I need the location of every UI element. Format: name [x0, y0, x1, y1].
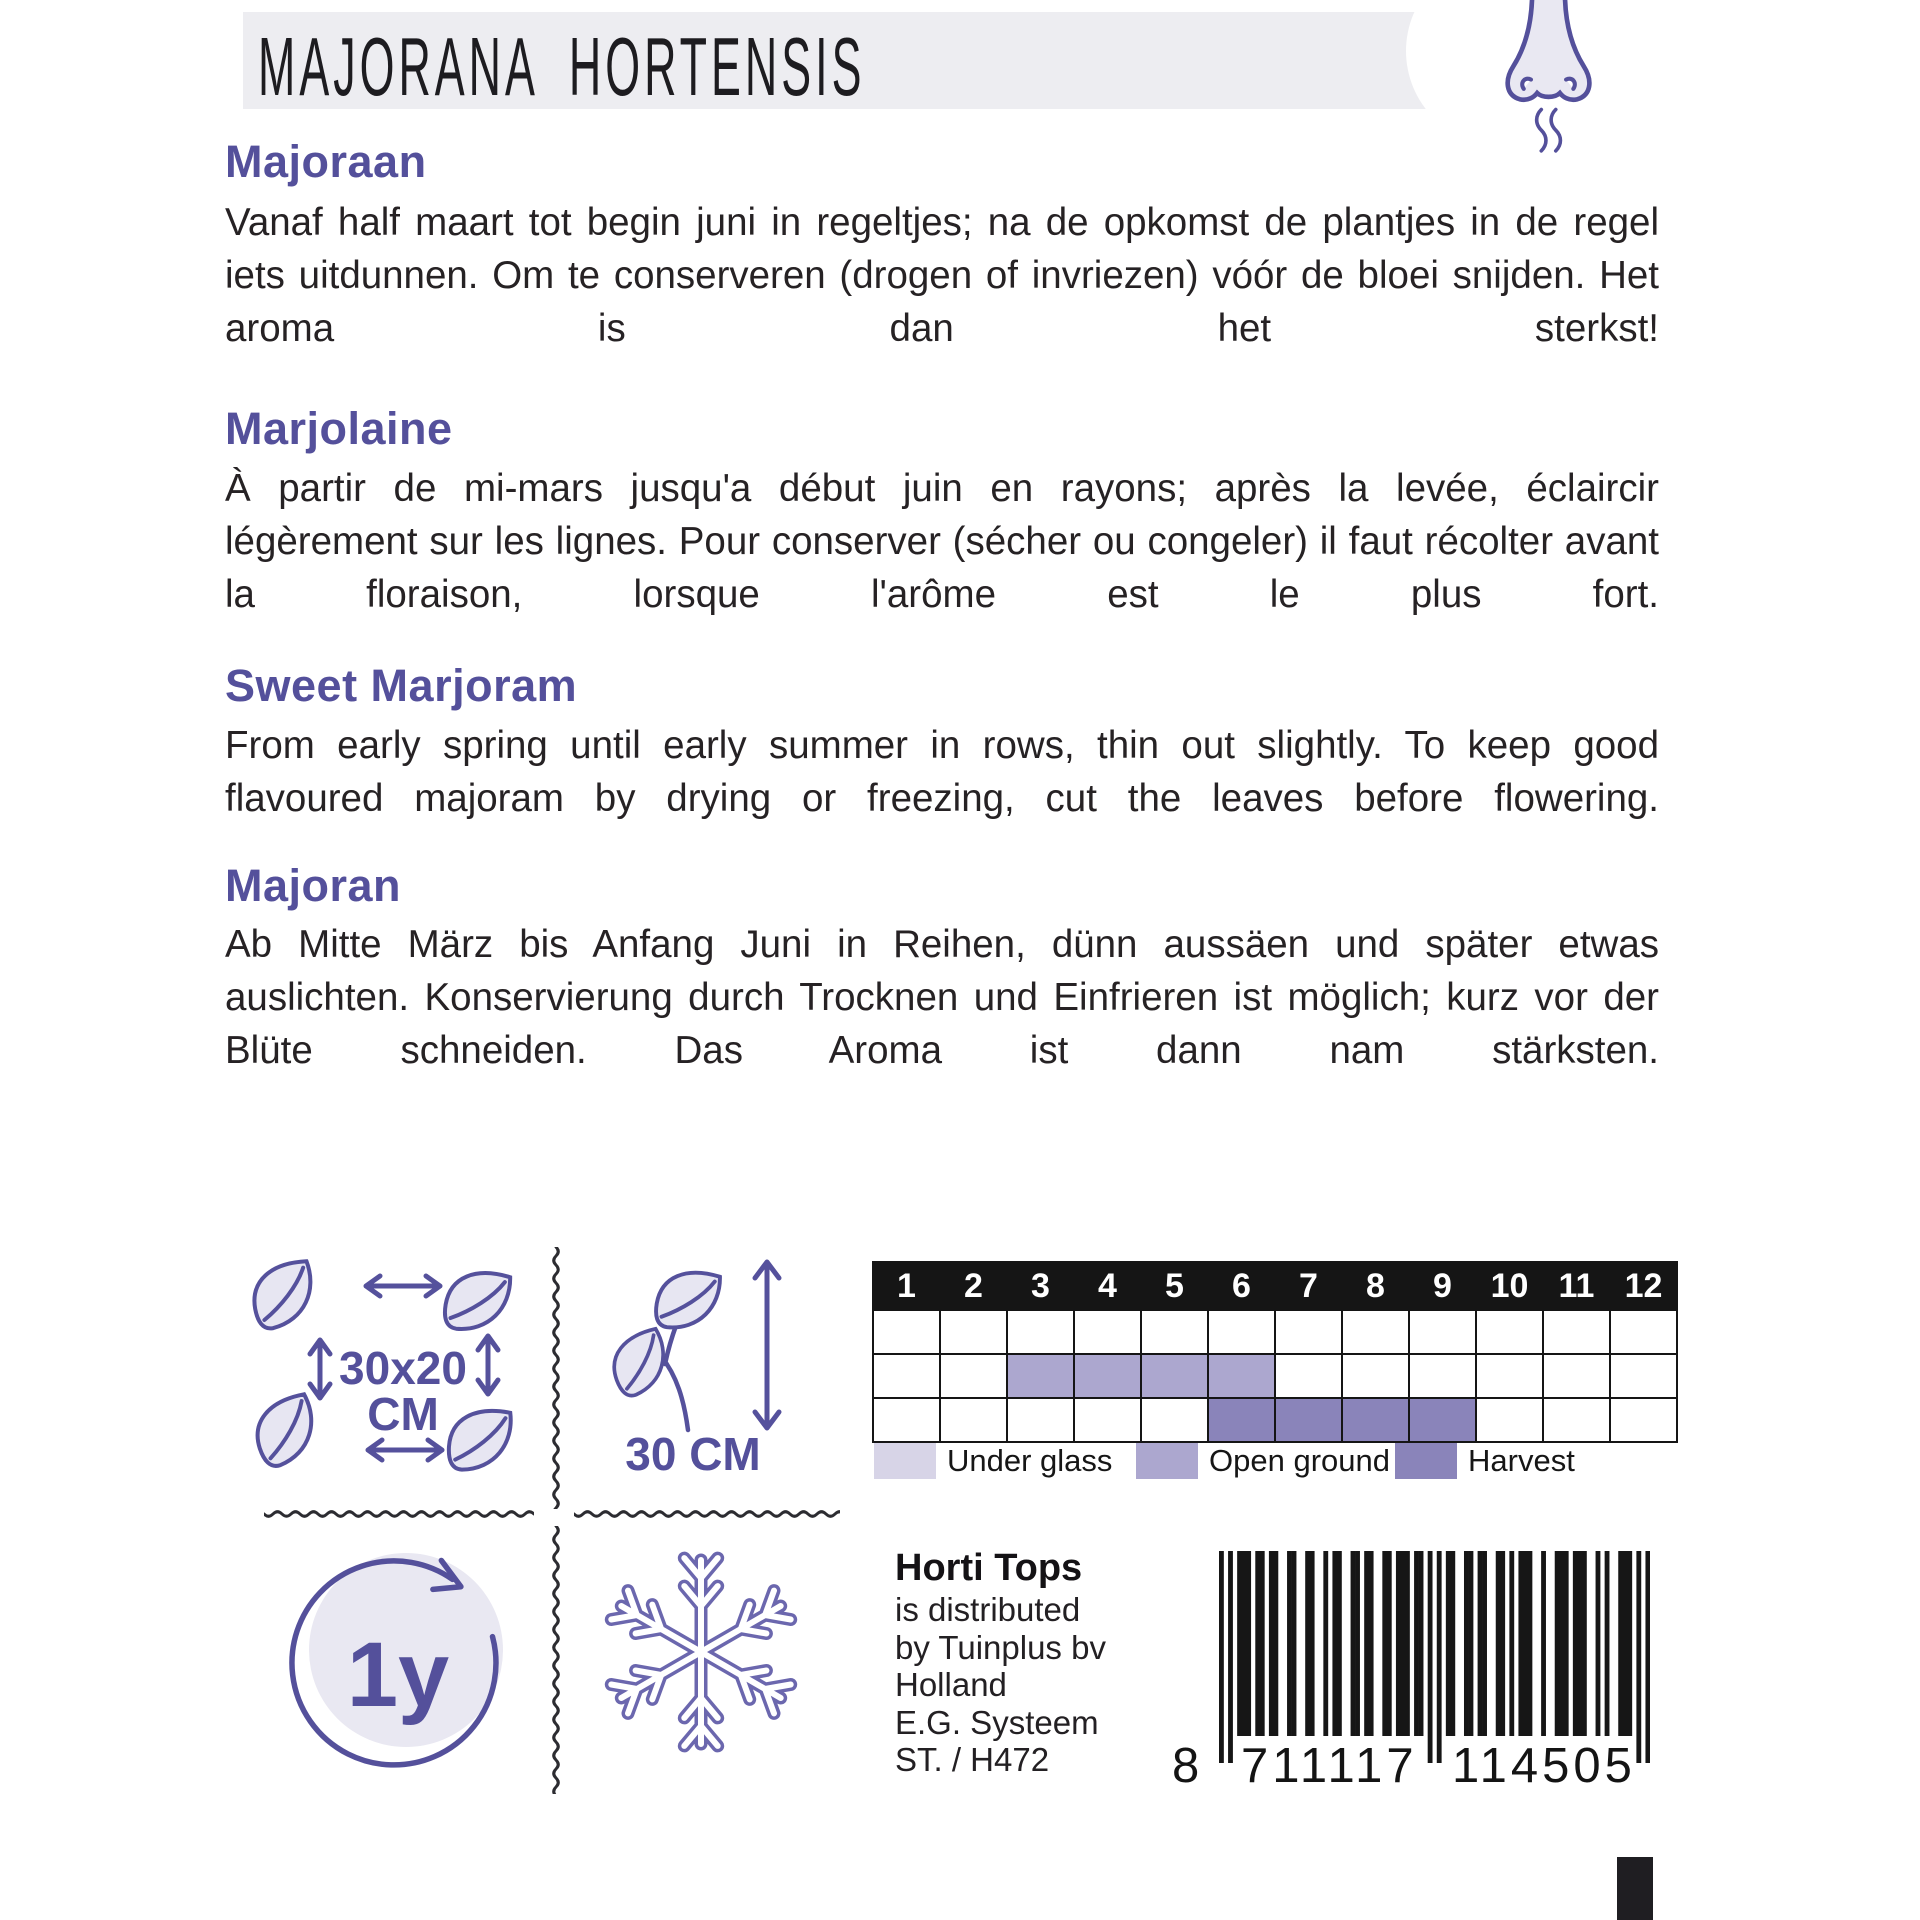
calendar-cell	[1007, 1354, 1074, 1398]
calendar-cell	[1074, 1398, 1141, 1442]
calendar-month: 2	[940, 1262, 1007, 1310]
calendar-cell	[1409, 1354, 1476, 1398]
calendar-cell	[1409, 1398, 1476, 1442]
legend-label: Open ground	[1209, 1443, 1390, 1478]
wavy-divider	[264, 1506, 534, 1522]
section-heading-french: Marjolaine	[225, 403, 453, 454]
plant-height-value: 30 CM	[625, 1428, 761, 1478]
harvest-swatch	[1395, 1443, 1457, 1479]
spacing-unit: CM	[367, 1388, 439, 1440]
section-heading-german: Majoran	[225, 860, 402, 911]
plant-spacing-icon	[226, 1250, 536, 1520]
legend-label: Under glass	[947, 1443, 1113, 1478]
barcode-digits-left: 711117	[1241, 1739, 1418, 1793]
calendar-cell	[1342, 1310, 1409, 1354]
distributor-line: ST. / H472	[895, 1741, 1050, 1778]
wavy-divider	[574, 1506, 840, 1522]
calendar-cell	[1543, 1310, 1610, 1354]
calendar-month: 10	[1476, 1262, 1543, 1310]
calendar-cell	[1476, 1398, 1543, 1442]
calendar-cell	[1141, 1310, 1208, 1354]
distributor-info	[895, 1545, 1106, 1779]
calendar-cell	[1342, 1398, 1409, 1442]
calendar-cell	[1610, 1354, 1677, 1398]
brand-name: Horti Tops	[895, 1547, 1083, 1589]
calendar-cell	[873, 1310, 940, 1354]
distributor-line: is distributed	[895, 1591, 1081, 1628]
distributor-line: Holland	[895, 1666, 1007, 1703]
calendar-cell	[1275, 1398, 1342, 1442]
height-arrow-icon	[310, 1340, 330, 1398]
section-body-french: À partir de mi-mars jusqu'a début juin en rayons; après la levée, éclaircir légèrement sur les lignes. Pour conserver (sécher ou congeler) il faut récolter avant la floraison, lorsque l'arôme est le plus fort.	[225, 467, 1659, 616]
calendar-cell	[1208, 1354, 1275, 1398]
height-arrow-icon	[755, 1262, 779, 1428]
lifecycle-value: 1y	[346, 1624, 450, 1726]
calendar-cell	[940, 1354, 1007, 1398]
calendar-row	[873, 1310, 1677, 1354]
legend-label: Harvest	[1468, 1443, 1575, 1478]
latin-name-title: MAJORANA HORTENSIS	[258, 19, 866, 113]
calendar-row	[873, 1354, 1677, 1398]
calendar-cell	[1007, 1310, 1074, 1354]
width-arrow-icon	[366, 1276, 440, 1296]
calendar-cell	[1543, 1398, 1610, 1442]
calendar-month: 3	[1007, 1262, 1074, 1310]
plant-height-icon	[575, 1248, 845, 1478]
calendar-cell	[873, 1354, 940, 1398]
width-arrow-icon	[368, 1440, 442, 1460]
calendar-cell	[1208, 1398, 1275, 1442]
annual-cycle-icon	[238, 1548, 558, 1818]
calendar-cell	[1141, 1398, 1208, 1442]
print-crop-mark	[1617, 1857, 1653, 1920]
calendar-month: 11	[1543, 1262, 1610, 1310]
sowing-calendar	[872, 1261, 1678, 1443]
snowflake-icon	[598, 1545, 808, 1760]
calendar-month: 1	[873, 1262, 940, 1310]
calendar-cell	[1476, 1354, 1543, 1398]
section-body-german: Ab Mitte März bis Anfang Juni in Reihen, dünn aussäen und später etwas auslichten. Konservierung durch Trocknen und Einfrieren ist möglich; kurz vor der Blüte schneiden. Das Aroma ist dann nam stärksten.	[225, 923, 1659, 1072]
ean-barcode	[1219, 1551, 1650, 1763]
calendar-cell	[1275, 1354, 1342, 1398]
calendar-month: 12	[1610, 1262, 1677, 1310]
legend-item-open-ground	[1136, 1443, 1390, 1479]
section-body-dutch: Vanaf half maart tot begin juni in regeltjes; na de opkomst de plantjes in de regel iets uitdunnen. Om te conserveren (drogen of invriezen) vóór de bloei snijden. Het aroma is dan het sterkst!	[225, 201, 1659, 350]
calendar-cell	[940, 1398, 1007, 1442]
barcode-digit-first: 8	[1172, 1739, 1200, 1793]
wavy-divider	[548, 1247, 564, 1509]
section-heading-english: Sweet Marjoram	[225, 660, 578, 711]
calendar-month: 4	[1074, 1262, 1141, 1310]
calendar-cell	[1610, 1398, 1677, 1442]
distributor-line: by Tuinplus bv	[895, 1628, 1106, 1666]
calendar-month: 7	[1275, 1262, 1342, 1310]
spacing-value: 30x20	[339, 1342, 467, 1394]
calendar-cell	[1409, 1310, 1476, 1354]
calendar-cell	[1342, 1354, 1409, 1398]
height-arrow-icon	[478, 1336, 498, 1394]
legend-item-harvest	[1395, 1443, 1575, 1479]
calendar-month: 6	[1208, 1262, 1275, 1310]
open-ground-swatch	[1136, 1443, 1198, 1479]
calendar-cell	[1275, 1310, 1342, 1354]
distributor-line: E.G. Systeem	[895, 1703, 1099, 1741]
calendar-month-header-row	[873, 1262, 1677, 1310]
calendar-cell	[1074, 1354, 1141, 1398]
calendar-cell	[1543, 1354, 1610, 1398]
calendar-month: 5	[1141, 1262, 1208, 1310]
calendar-cell	[1007, 1398, 1074, 1442]
smell-nose-icon	[1495, 0, 1600, 155]
calendar-row	[873, 1398, 1677, 1442]
calendar-cell	[873, 1398, 940, 1442]
legend-item-under-glass	[874, 1443, 1112, 1479]
barcode-digits-right: 114505	[1452, 1739, 1636, 1793]
calendar-cell	[1141, 1354, 1208, 1398]
under-glass-swatch	[874, 1443, 936, 1479]
calendar-month: 9	[1409, 1262, 1476, 1310]
calendar-cell	[1208, 1310, 1275, 1354]
calendar-cell	[1610, 1310, 1677, 1354]
calendar-cell	[1476, 1310, 1543, 1354]
section-heading-dutch: Majoraan	[225, 136, 427, 187]
calendar-cell	[1074, 1310, 1141, 1354]
calendar-cell	[940, 1310, 1007, 1354]
section-body-english: From early spring until early summer in rows, thin out slightly. To keep good flavoured majoram by drying or freezing, cut the leaves before flowering.	[225, 724, 1659, 820]
calendar-month: 8	[1342, 1262, 1409, 1310]
